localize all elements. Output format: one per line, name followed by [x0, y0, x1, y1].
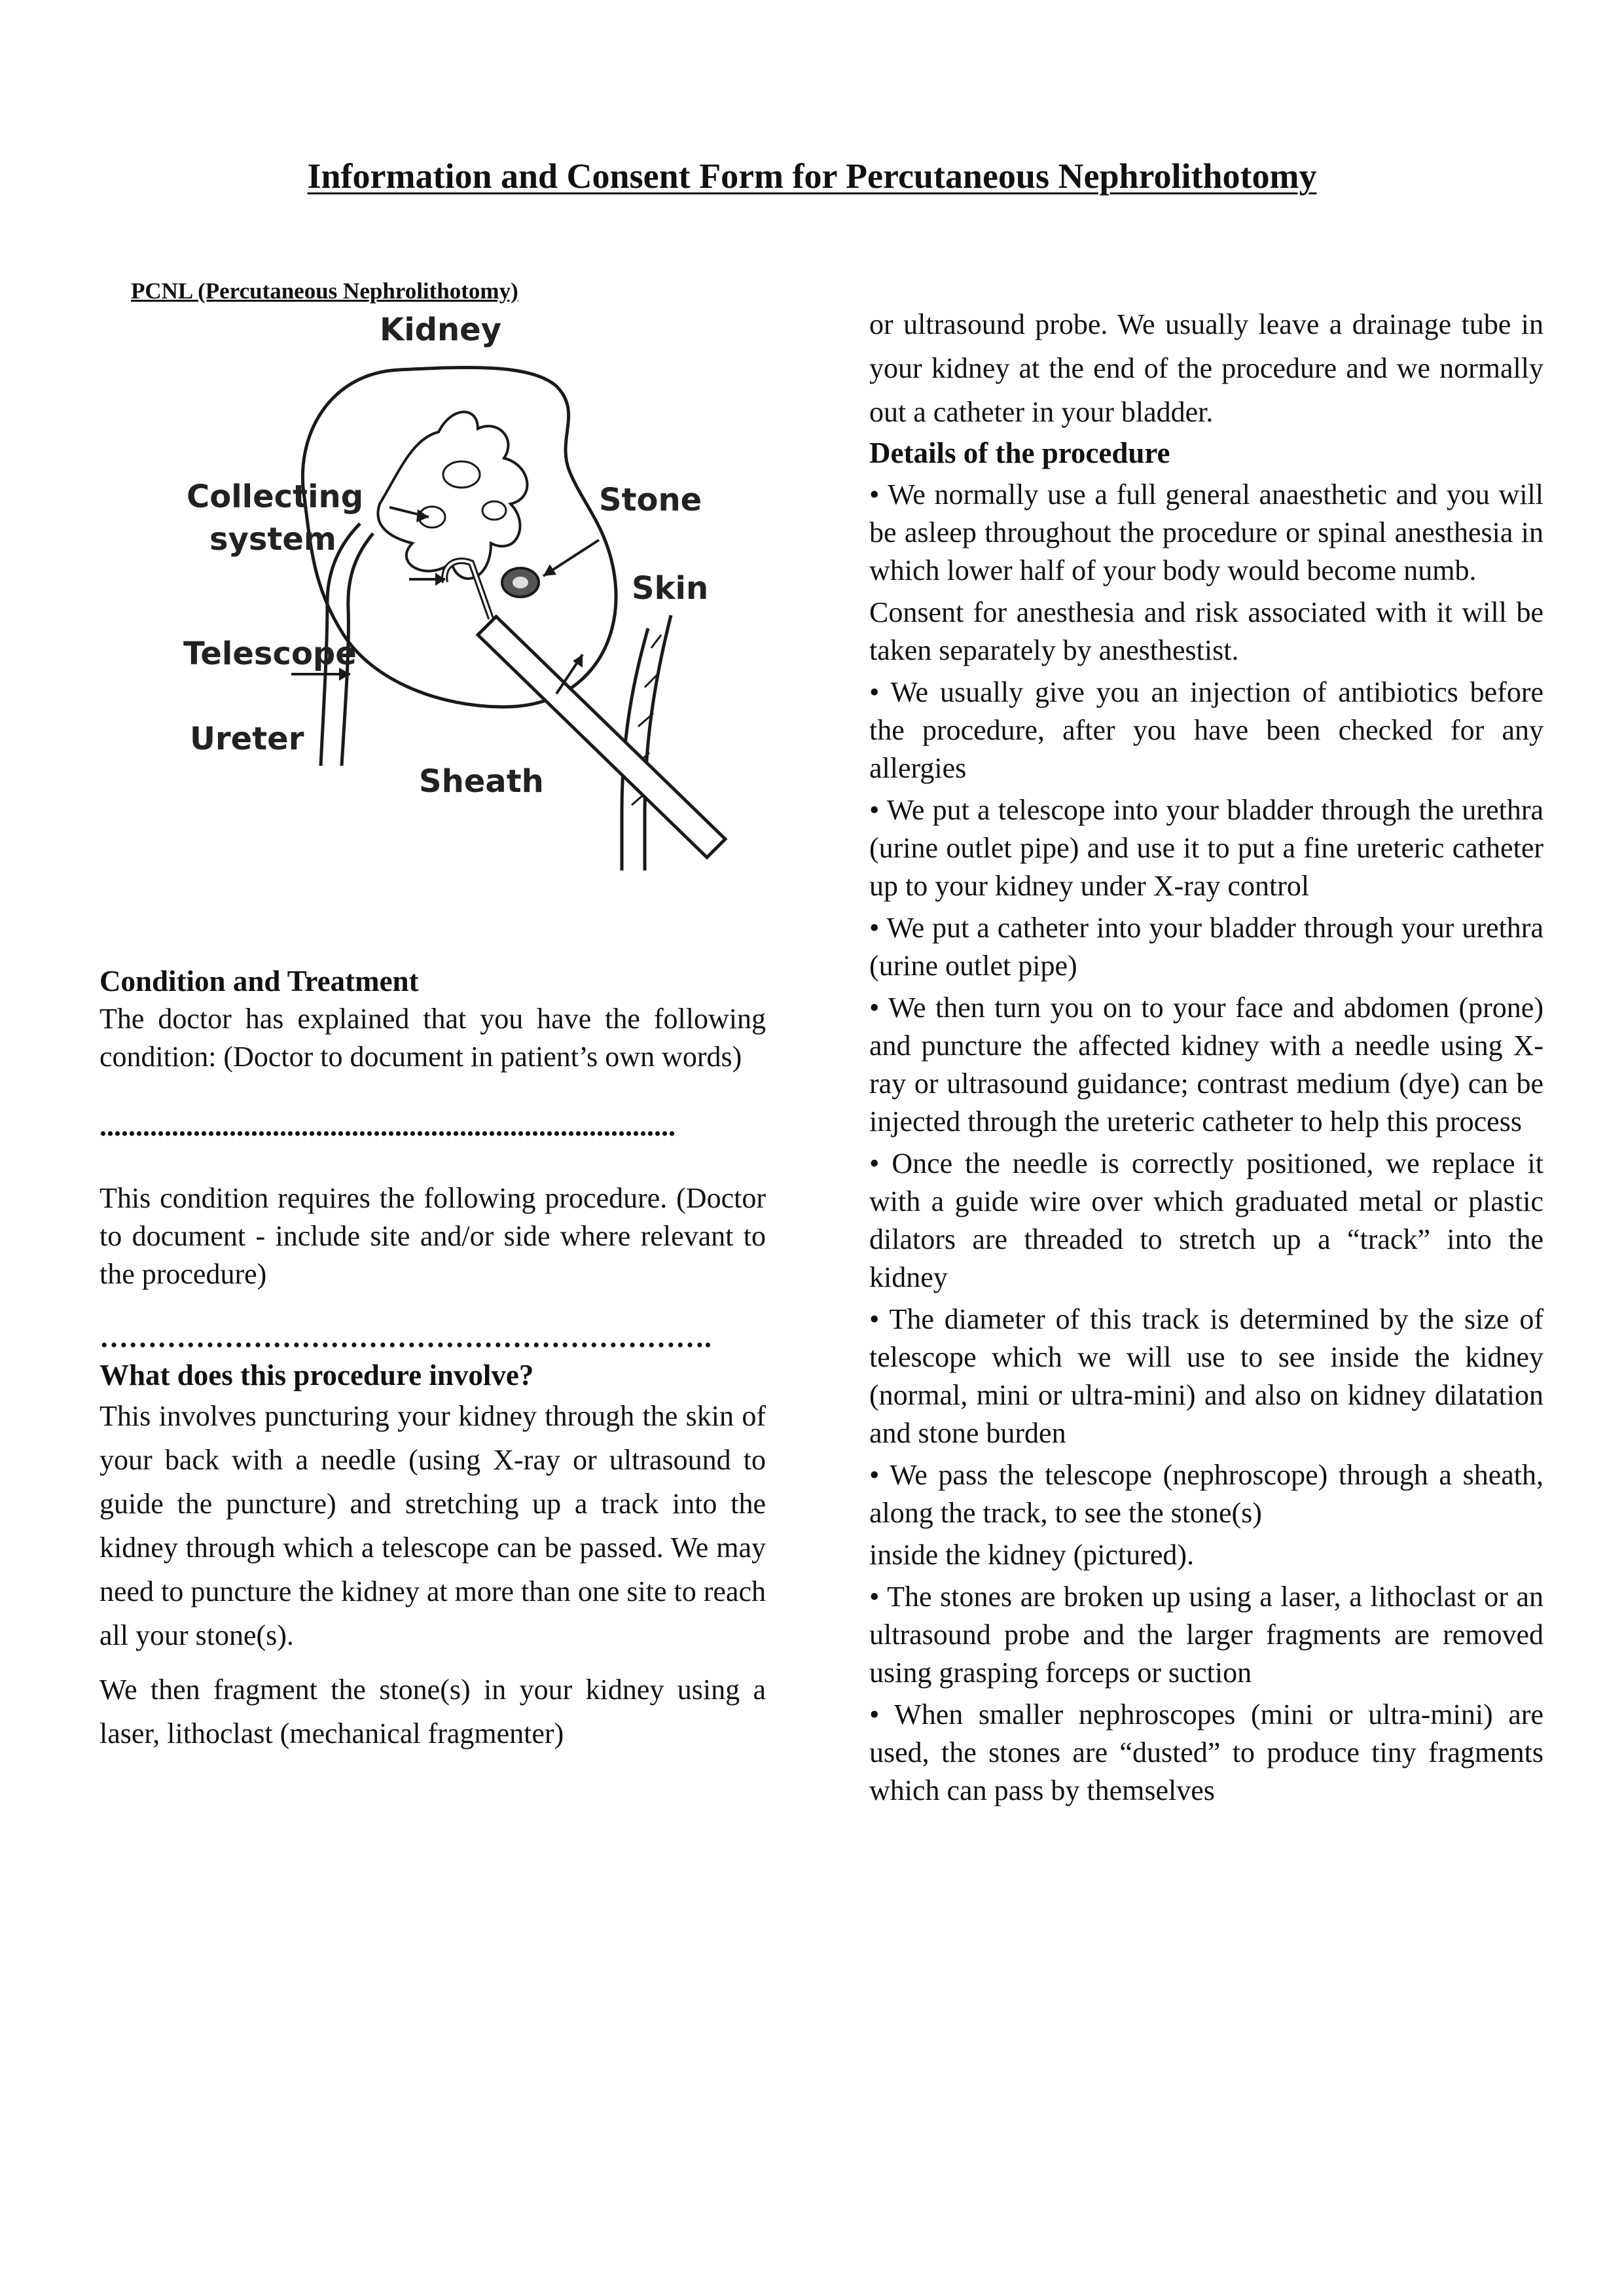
list-item: • We then turn you on to your face and abdomen (prone) and puncture the affected kidney with a needle using X-ray or ultrasound guidance; contrast medium (dye) can be injected through the ureteric catheter to help this process — [869, 992, 1543, 1138]
figure-caption: PCNL (Percutaneous Nephrolithotomy) — [131, 278, 518, 304]
list-item: • The stones are broken up using a laser, a lithoclast or an ultrasound probe and the larger fragments are removed using grasping forceps or suction — [869, 1581, 1543, 1689]
fragment-text: We then fragment the stone(s) in your kidney using a laser, lithoclast (mechanical fragmenter) — [99, 1674, 766, 1749]
list-item: inside the kidney (pictured). — [869, 1539, 1195, 1571]
page-title: Information and Consent Form for Percutaneous Nephrolithotomy — [307, 156, 1317, 196]
condition-text: The doctor has explained that you have the following condition: (Doctor to document in patient’s own words) — [99, 1003, 766, 1073]
label-skin: Skin — [632, 570, 709, 607]
label-collecting: Collecting — [187, 478, 364, 515]
continued-text: or ultrasound probe. We usually leave a drainage tube in your kidney at the end of the procedure and we normally out a catheter in your bladder. — [869, 308, 1543, 428]
collecting-system-shape — [378, 412, 527, 579]
list-item: • We normally use a full general anaesthetic and you will be asleep throughout the procedure or spinal anesthesia in which lower half of your body would become numb. — [869, 478, 1543, 586]
involve-text: This involves puncturing your kidney through the skin of your back with a needle (using X-ray or ultrasound to guide the puncture) and stretching up a track into the kidney through which a telescope can be passed. We may need to puncture the kidney at more than one site to reach all your stone(s). — [99, 1400, 766, 1651]
list-item: • When smaller nephroscopes (mini or ultra-mini) are used, the stones are “dusted” to produce tiny fragments which can pass by themselves — [869, 1698, 1543, 1806]
label-stone: Stone — [599, 482, 702, 518]
pcnl-diagram — [164, 308, 753, 870]
label-sheath: Sheath — [419, 763, 544, 800]
procedure-text: This condition requires the following procedure. (Doctor to document - include site and/or side where relevant to the procedure) — [99, 1182, 766, 1290]
details-heading: Details of the procedure — [869, 437, 1170, 469]
list-item: • We usually give you an injection of antibiotics before the procedure, after you have been checked for any allergies — [869, 676, 1543, 784]
list-item: • Once the needle is correctly positioned, we replace it with a guide wire over which graduated metal or plastic dilators are threaded to stretch up a “track” into the kidney — [869, 1147, 1543, 1293]
list-item: • The diameter of this track is determined by the size of telescope which we will use to see inside the kidney (normal, mini or ultra-mini) and also on kidney dilatation and stone burden — [869, 1303, 1543, 1449]
condition-dotted-line: ................................................................................ — [99, 1110, 676, 1142]
left-column — [99, 962, 766, 1755]
list-item: • We put a catheter into your bladder through your urethra (urine outlet pipe) — [869, 912, 1543, 982]
involve-heading: What does this procedure involve? — [99, 1359, 534, 1391]
condition-heading: Condition and Treatment — [99, 965, 419, 997]
label-ureter: Ureter — [190, 721, 304, 757]
label-telescope: Telescope — [183, 636, 357, 672]
label-system: system — [209, 521, 336, 558]
list-item: • We put a telescope into your bladder through the urethra (urine outlet pipe) and use it to put a fine ureteric catheter up to your kidney under X-ray control — [869, 794, 1543, 902]
right-column — [869, 302, 1543, 1810]
label-kidney: Kidney — [380, 312, 502, 348]
list-item: • We pass the telescope (nephroscope) through a sheath, along the track, to see the stone(s) — [869, 1459, 1543, 1529]
list-item: Consent for anesthesia and risk associated with it will be taken separately by anesthestist. — [869, 596, 1543, 666]
procedure-dotted-line: ………………………………………………………. — [99, 1325, 712, 1351]
